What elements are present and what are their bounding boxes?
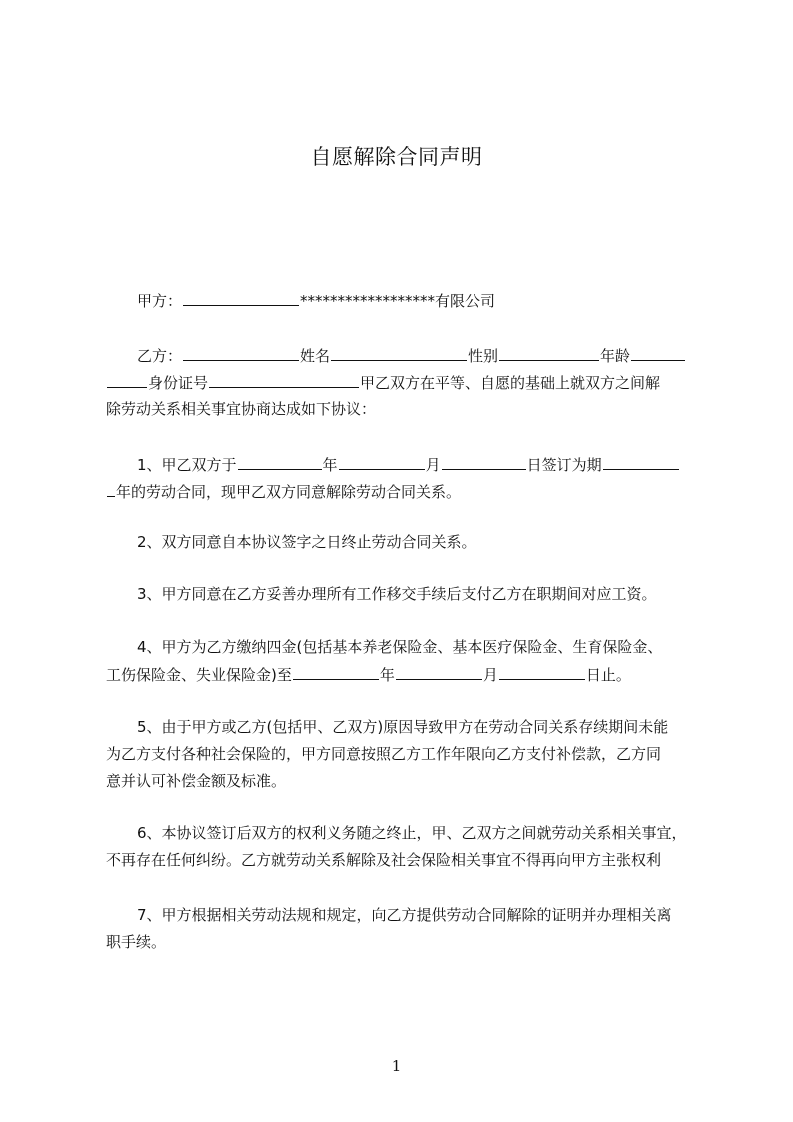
clause-5-line-1 [137,717,668,737]
clause-3 [137,584,657,604]
clause-4-line-2 [106,664,631,685]
clause-7-line-1 [137,905,672,925]
party-b-blank [183,345,299,361]
age-blank-cont [107,372,147,388]
clause-4-prefix: 工伤保险金、失业保险金)至 [106,666,292,684]
sign-month-blank [339,454,425,470]
sign-year-blank [238,454,322,470]
intro-line-3: 除劳动关系相关事宜协商达成如下协议： [106,400,377,418]
gender-label: 性别 [468,347,499,365]
clause-5-line-2 [106,744,661,764]
clause-5-line-3 [106,771,286,791]
clause-4-month: 月 [482,666,498,684]
clause-1-line-2 [106,481,461,502]
party-a-blank [183,290,299,306]
clause-6-line-2-text: 不再存在任何纠纷。乙方就劳动关系解除及社会保险相关事宜不得再向甲方主张权利 [106,851,662,869]
clause-6-line-2 [106,850,661,870]
clause-3-text: 3、甲方同意在乙方妥善办理所有工作移交手续后支付乙方在职期间对应工资。 [137,585,657,603]
clause-2 [137,532,477,552]
party-b-label: 乙方： [137,347,183,365]
clause-2-text: 2、双方同意自本协议签字之日终止劳动合同关系。 [137,533,477,551]
name-label: 姓名 [300,347,331,365]
clause-4-day-end: 日止。 [585,666,631,684]
party-a-masked-name: ****************** [300,292,436,310]
insurance-month-blank [396,664,482,680]
clause-6-line-1 [137,823,687,843]
age-blank [631,345,685,361]
clause-7-line-2 [106,932,166,952]
clause-7-line-1-text: 7、甲方根据相关劳动法规和规定，向乙方提供劳动合同解除的证明并办理相关离 [137,906,672,924]
clause-1-line-1 [137,454,680,475]
clause-1-day-sign: 日签订为期 [526,456,602,474]
gender-blank [499,345,599,361]
party-a-label: 甲方： [137,292,183,310]
clause-1-prefix: 1、甲乙双方于 [137,456,237,474]
clause-4-line-1 [137,637,662,657]
sign-day-blank [442,454,526,470]
clause-5-line-2-text: 为乙方支付各种社会保险的，甲方同意按照乙方工作年限向乙方支付补偿款，乙方同 [106,745,662,763]
clause-5-line-3-text: 意并认可补偿金额及标准。 [106,772,287,790]
insurance-year-blank [293,664,379,680]
term-blank-cont [107,481,115,497]
party-b-line-2 [106,372,660,393]
party-b-line-3 [106,399,376,419]
party-b-line-1 [137,345,686,366]
intro-cont: 甲乙双方在平等、自愿的基础上就双方之间解 [360,374,661,392]
clause-5-line-1-text: 5、由于甲方或乙方(包括甲、乙双方)原因导致甲方在劳动合同关系存续期间未能 [137,718,669,736]
clause-6-line-1-text: 6、本协议签订后双方的权利义务随之终止，甲、乙双方之间就劳动关系相关事宜， [137,824,687,842]
page-number: 1 [391,1057,402,1075]
clause-1-month: 月 [425,456,441,474]
insurance-day-blank [499,664,585,680]
clause-1-year: 年 [322,456,338,474]
name-blank [331,345,467,361]
party-a-line [137,290,495,311]
clause-1-line-2-text: 年的劳动合同，现甲乙双方同意解除劳动合同关系。 [116,483,462,501]
party-a-suffix: 有限公司 [435,292,496,310]
clause-7-line-2-text: 职手续。 [106,933,167,951]
document-title: 自愿解除合同声明 [310,145,483,169]
clause-4-line-1-text: 4、甲方为乙方缴纳四金(包括基本养老保险金、基本医疗保险金、生育保险金、 [137,638,663,656]
id-blank [209,372,359,388]
id-label: 身份证号 [148,374,209,392]
term-blank [603,454,679,470]
clause-4-year: 年 [379,666,395,684]
age-label: 年龄 [600,347,631,365]
